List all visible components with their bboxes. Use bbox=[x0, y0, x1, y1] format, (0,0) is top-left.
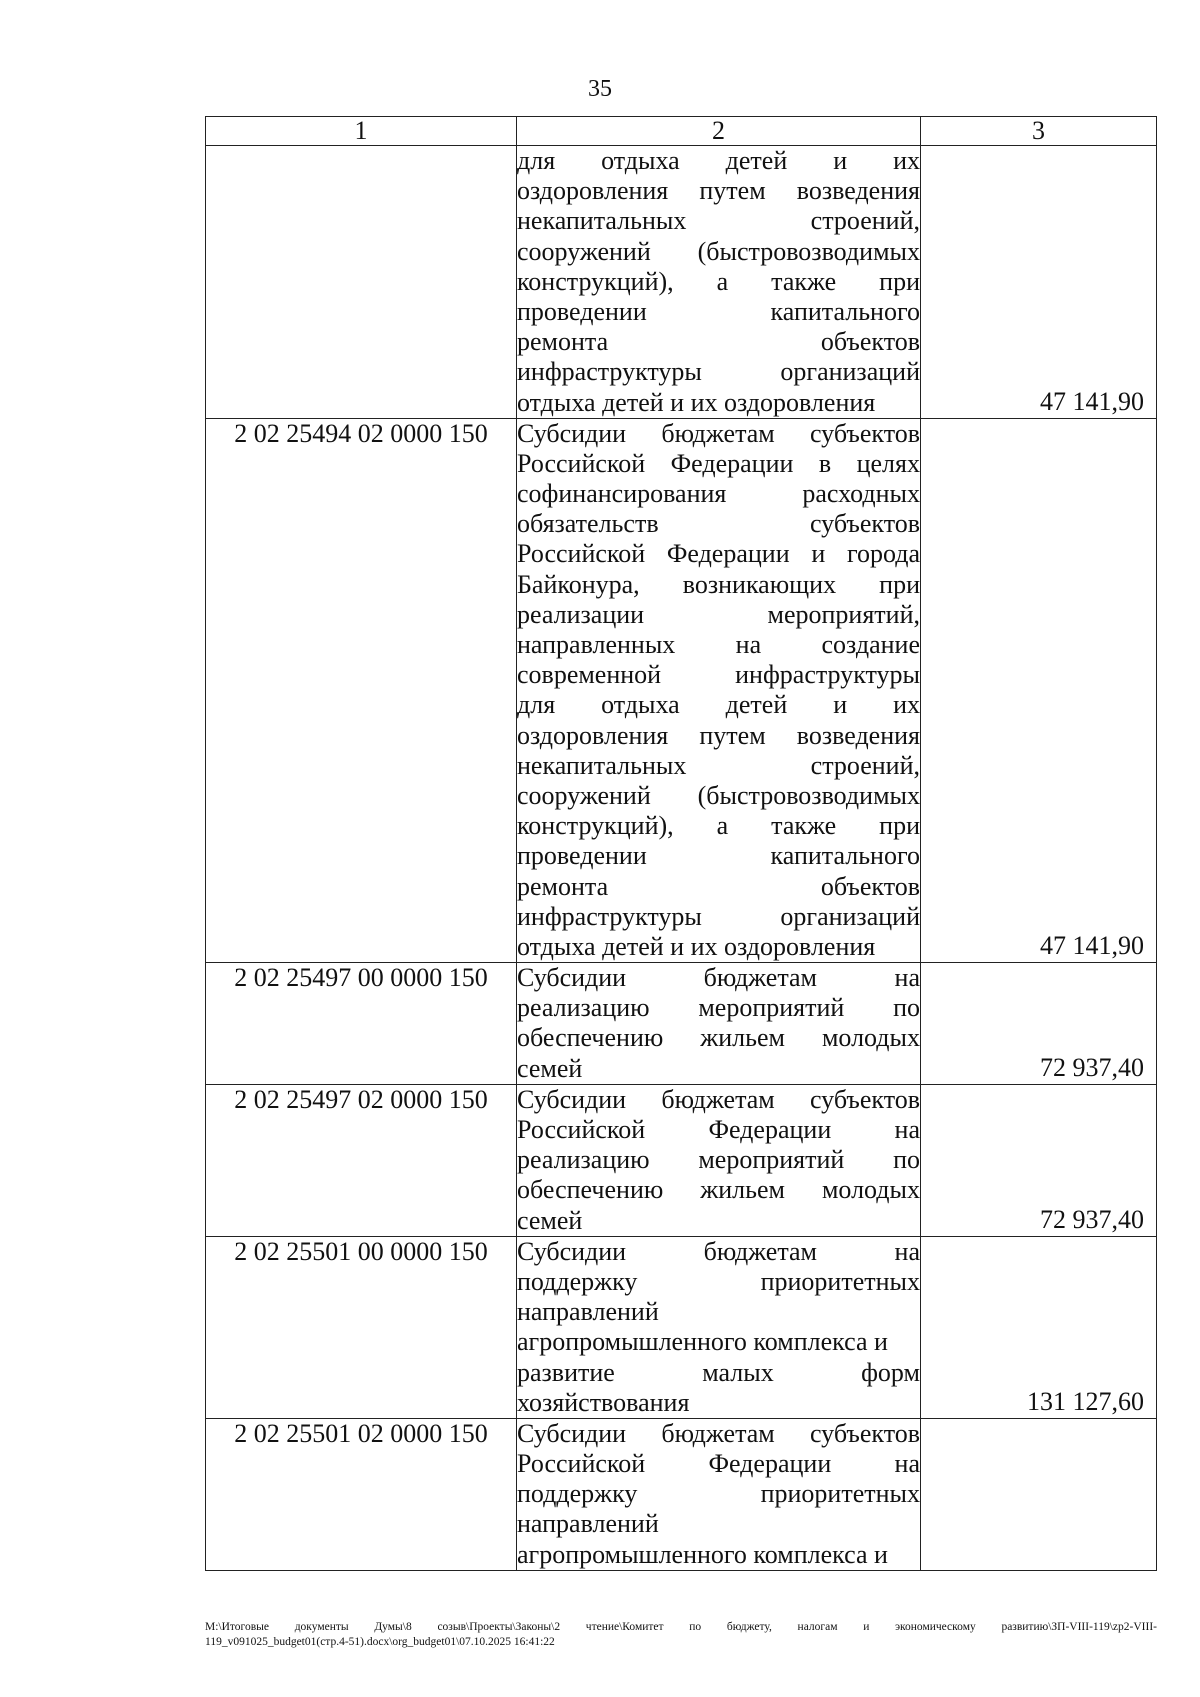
amount-value: 72 937,40 bbox=[1040, 1204, 1144, 1234]
description-line: обеспечению жильем молодых bbox=[517, 1175, 920, 1205]
file-path-footer bbox=[205, 1620, 1157, 1650]
description-line: оздоровления путем возведения bbox=[517, 720, 920, 750]
description-line: поддержку приоритетных bbox=[517, 1266, 920, 1296]
description-line: реализацию мероприятий по bbox=[517, 993, 920, 1023]
description-line: конструкций), а также при bbox=[517, 811, 920, 841]
description-line: обеспечению жильем молодых bbox=[517, 1023, 920, 1053]
description-cell bbox=[517, 1084, 921, 1236]
description-cell bbox=[517, 963, 921, 1085]
budget-code-cell: 2 02 25501 00 0000 150 bbox=[206, 1236, 517, 1418]
description-line: для отдыха детей и их bbox=[517, 690, 920, 720]
amount-value: 47 141,90 bbox=[1040, 931, 1144, 961]
description-line: Российской Федерации на bbox=[517, 1115, 920, 1144]
description-line: для отдыха детей и их bbox=[517, 146, 920, 175]
description-line: инфраструктуры организаций bbox=[517, 357, 920, 387]
budget-code-cell: 2 02 25501 02 0000 150 bbox=[206, 1418, 517, 1570]
description-line: оздоровления путем возведения bbox=[517, 176, 920, 206]
budget-code-cell bbox=[206, 146, 517, 419]
description-line: Субсидии бюджетам на bbox=[517, 1236, 920, 1266]
description-line: отдыха детей и их оздоровления bbox=[517, 387, 876, 417]
description-line: реализации мероприятий, bbox=[517, 599, 920, 629]
amount-cell bbox=[921, 1236, 1157, 1418]
amount-cell bbox=[921, 1418, 1157, 1570]
table-row bbox=[206, 963, 1157, 1085]
description-line: развитие малых форм bbox=[517, 1357, 920, 1387]
description-line: обязательств субъектов bbox=[517, 509, 920, 539]
table-row bbox=[206, 146, 1157, 419]
budget-code-cell: 2 02 25497 02 0000 150 bbox=[206, 1084, 517, 1236]
description-line: современной инфраструктуры bbox=[517, 660, 920, 690]
amount-cell bbox=[921, 963, 1157, 1085]
table-body bbox=[206, 146, 1157, 1571]
description-line: поддержку приоритетных bbox=[517, 1479, 920, 1509]
description-line: конструкций), а также при bbox=[517, 266, 920, 296]
description-line: Субсидии бюджетам на bbox=[517, 963, 920, 993]
description-line: реализацию мероприятий по bbox=[517, 1145, 920, 1175]
column-header-code: 1 bbox=[206, 117, 517, 146]
table-header-row bbox=[206, 117, 1157, 146]
column-header-amount: 3 bbox=[921, 117, 1157, 146]
description-line: проведении капитального bbox=[517, 841, 920, 871]
column-header-description: 2 bbox=[517, 117, 921, 146]
description-line: некапитальных строений, bbox=[517, 206, 920, 236]
description-line: Российской Федерации на bbox=[517, 1449, 920, 1479]
description-line: агропромышленного комплекса и bbox=[517, 1327, 888, 1357]
footer-line: М:\Итоговые документы Думы\8 созыв\Проекты\Законы\2 чтение\Комитет по бюджету, налогам и экономическому развитию\ЗП-VIII-119\zp2-VIII- bbox=[205, 1621, 1157, 1633]
description-line: сооружений (быстровозводимых bbox=[517, 780, 920, 810]
budget-code-cell: 2 02 25494 02 0000 150 bbox=[206, 418, 517, 962]
budget-table bbox=[205, 116, 1157, 1571]
budget-code-cell: 2 02 25497 00 0000 150 bbox=[206, 963, 517, 1085]
description-line: некапитальных строений, bbox=[517, 750, 920, 780]
description-line: семей bbox=[517, 1205, 583, 1235]
amount-cell bbox=[921, 1084, 1157, 1236]
description-cell bbox=[517, 146, 921, 419]
amount-cell bbox=[921, 146, 1157, 419]
description-line: Субсидии бюджетам субъектов bbox=[517, 1084, 920, 1114]
description-line: Российской Федерации и города bbox=[517, 539, 920, 569]
description-line: проведении капитального bbox=[517, 296, 920, 326]
description-line: отдыха детей и их оздоровления bbox=[517, 931, 876, 961]
amount-value: 47 141,90 bbox=[1040, 386, 1144, 416]
description-line: Российской Федерации в целях bbox=[517, 448, 920, 478]
description-line: ремонта объектов bbox=[517, 327, 920, 357]
amount-value: 131 127,60 bbox=[1027, 1386, 1144, 1416]
description-line: агропромышленного комплекса и bbox=[517, 1539, 888, 1569]
description-line: инфраструктуры организаций bbox=[517, 901, 920, 931]
description-cell bbox=[517, 1418, 921, 1570]
description-line: направлений bbox=[517, 1509, 659, 1539]
description-line: Байконура, возникающих при bbox=[517, 569, 920, 599]
table-row bbox=[206, 1418, 1157, 1570]
description-cell bbox=[517, 418, 921, 962]
description-line: Субсидии бюджетам субъектов bbox=[517, 418, 920, 448]
description-line: Субсидии бюджетам субъектов bbox=[517, 1418, 920, 1448]
table-row bbox=[206, 418, 1157, 962]
footer-line: 119_v091025_budget01(стр.4-51).docx\org_budget01\07.10.2025 16:41:22 bbox=[205, 1636, 555, 1648]
amount-cell bbox=[921, 418, 1157, 962]
amount-value: 72 937,40 bbox=[1040, 1052, 1144, 1082]
description-line: софинансирования расходных bbox=[517, 479, 920, 509]
description-line: семей bbox=[517, 1053, 583, 1083]
description-line: ремонта объектов bbox=[517, 871, 920, 901]
table-row bbox=[206, 1236, 1157, 1418]
description-line: направлений bbox=[517, 1297, 659, 1327]
description-line: хозяйствования bbox=[517, 1387, 690, 1417]
table-row bbox=[206, 1084, 1157, 1236]
description-line: направленных на создание bbox=[517, 630, 920, 659]
description-cell bbox=[517, 1236, 921, 1418]
description-line: сооружений (быстровозводимых bbox=[517, 236, 920, 266]
page-number: 35 bbox=[588, 76, 612, 102]
